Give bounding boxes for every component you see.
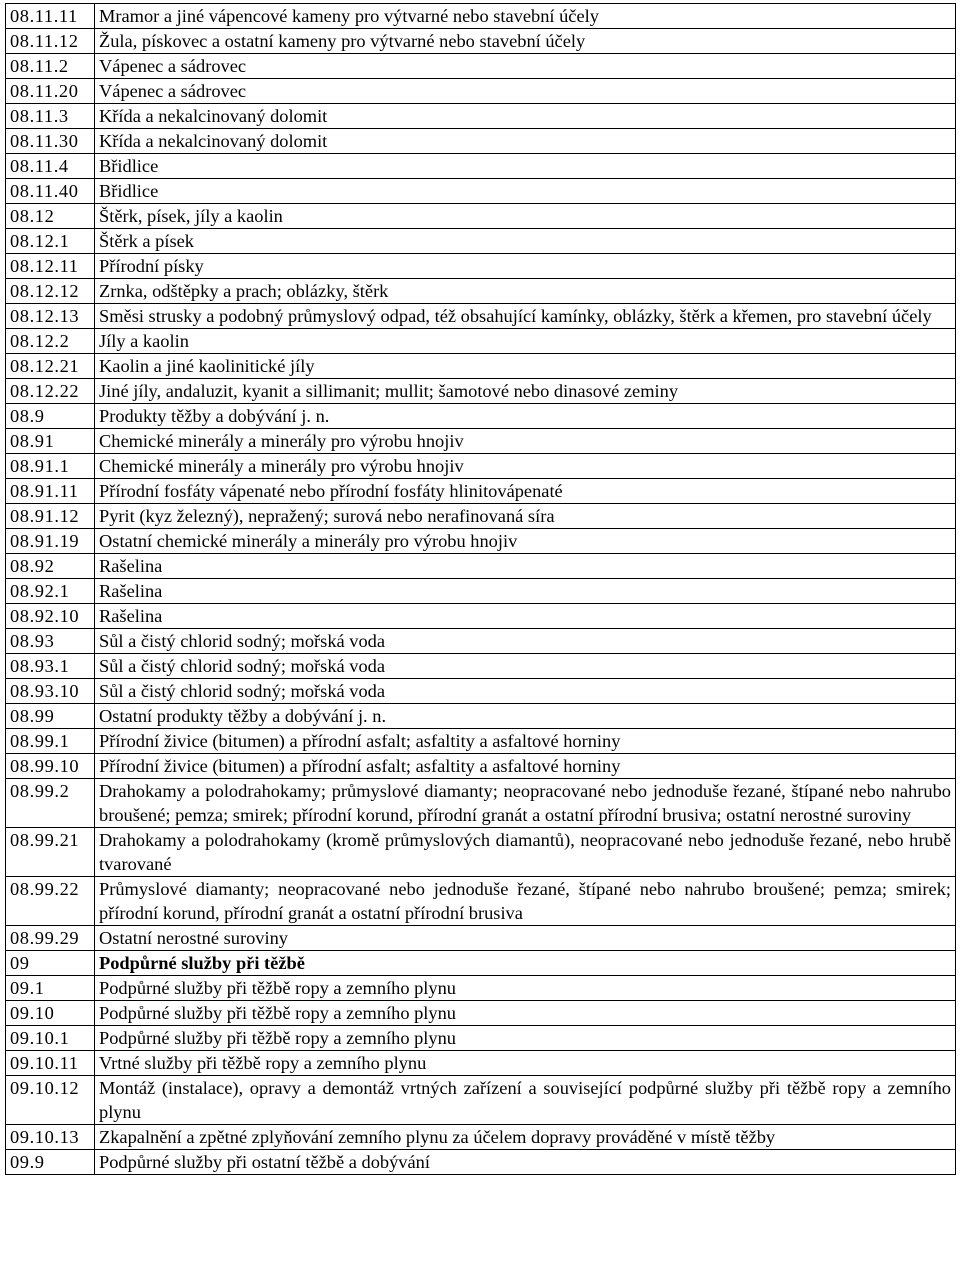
code-cell: 08.99: [6, 704, 95, 729]
code-cell: 09.10.12: [6, 1076, 95, 1125]
table-row: [6, 729, 956, 754]
table-row: [6, 79, 956, 104]
description-cell: Vápenec a sádrovec: [95, 54, 956, 79]
table-row: [6, 204, 956, 229]
table-row: [6, 951, 956, 976]
code-cell: 09.9: [6, 1150, 95, 1175]
code-cell: 09.10.13: [6, 1125, 95, 1150]
classification-table: [5, 3, 956, 1175]
code-cell: 08.99.29: [6, 926, 95, 951]
description-cell: Zrnka, odštěpky a prach; oblázky, štěrk: [95, 279, 956, 304]
code-cell: 08.12.1: [6, 229, 95, 254]
description-cell: Přírodní písky: [95, 254, 956, 279]
code-cell: 08.99.22: [6, 877, 95, 926]
code-cell: 08.93: [6, 629, 95, 654]
table-row: [6, 779, 956, 828]
description-cell: Chemické minerály a minerály pro výrobu hnojiv: [95, 429, 956, 454]
description-cell: Přírodní živice (bitumen) a přírodní asfalt; asfaltity a asfaltové horniny: [95, 754, 956, 779]
code-cell: 08.12: [6, 204, 95, 229]
code-cell: 08.91.19: [6, 529, 95, 554]
code-cell: 08.11.40: [6, 179, 95, 204]
code-cell: 08.11.3: [6, 104, 95, 129]
description-cell: Průmyslové diamanty; neopracované nebo jednoduše řezané, štípané nebo nahrubo broušené; pemza; smirek; přírodní korund, přírodní granát a ostatní přírodní brusiva: [95, 877, 956, 926]
table-row: [6, 654, 956, 679]
description-cell: Štěrk a písek: [95, 229, 956, 254]
table-row: [6, 54, 956, 79]
code-cell: 08.9: [6, 404, 95, 429]
code-cell: 09.10: [6, 1001, 95, 1026]
description-cell: Jiné jíly, andaluzit, kyanit a sillimanit; mullit; šamotové nebo dinasové zeminy: [95, 379, 956, 404]
code-cell: 09: [6, 951, 95, 976]
description-cell: Sůl a čistý chlorid sodný; mořská voda: [95, 629, 956, 654]
description-cell: Ostatní nerostné suroviny: [95, 926, 956, 951]
description-cell: Břidlice: [95, 179, 956, 204]
table-row: [6, 754, 956, 779]
table-row: [6, 379, 956, 404]
table-row: [6, 329, 956, 354]
description-cell: Břidlice: [95, 154, 956, 179]
table-row: [6, 529, 956, 554]
table-row: [6, 1150, 956, 1175]
table-row: [6, 104, 956, 129]
table-row: [6, 704, 956, 729]
table-row: [6, 604, 956, 629]
description-cell: Jíly a kaolin: [95, 329, 956, 354]
table-row: [6, 976, 956, 1001]
table-row: [6, 1125, 956, 1150]
code-cell: 08.12.21: [6, 354, 95, 379]
table-row: [6, 1076, 956, 1125]
description-cell: Rašelina: [95, 579, 956, 604]
table-row: [6, 454, 956, 479]
table-row: [6, 877, 956, 926]
table-row: [6, 828, 956, 877]
code-cell: 08.11.11: [6, 4, 95, 29]
table-row: [6, 129, 956, 154]
description-cell: Přírodní fosfáty vápenaté nebo přírodní fosfáty hlinitovápenaté: [95, 479, 956, 504]
table-row: [6, 1001, 956, 1026]
description-cell: Podpůrné služby při těžbě ropy a zemního plynu: [95, 1001, 956, 1026]
code-cell: 08.92.1: [6, 579, 95, 604]
table-row: [6, 179, 956, 204]
code-cell: 08.91.12: [6, 504, 95, 529]
code-cell: 08.92.10: [6, 604, 95, 629]
code-cell: 08.12.2: [6, 329, 95, 354]
description-cell: Sůl a čistý chlorid sodný; mořská voda: [95, 679, 956, 704]
table-row: [6, 479, 956, 504]
table-row: [6, 404, 956, 429]
description-cell: Směsi strusky a podobný průmyslový odpad, též obsahující kamínky, oblázky, štěrk a křemen, pro stavební účely: [95, 304, 956, 329]
table-row: [6, 304, 956, 329]
table-row: [6, 1051, 956, 1076]
description-cell: Štěrk, písek, jíly a kaolin: [95, 204, 956, 229]
table-row: [6, 229, 956, 254]
code-cell: 08.12.22: [6, 379, 95, 404]
code-cell: 08.99.21: [6, 828, 95, 877]
code-cell: 08.11.2: [6, 54, 95, 79]
code-cell: 08.11.20: [6, 79, 95, 104]
code-cell: 08.99.2: [6, 779, 95, 828]
table-row: [6, 629, 956, 654]
table-row: [6, 504, 956, 529]
code-cell: 08.11.30: [6, 129, 95, 154]
description-cell: Drahokamy a polodrahokamy; průmyslové diamanty; neopracované nebo jednoduše řezané, štípané nebo nahrubo broušené; pemza; smirek; přírodní korund, přírodní granát a ostatní přírodní brusiva; ostatní nerostné suroviny: [95, 779, 956, 828]
description-cell: Ostatní produkty těžby a dobývání j. n.: [95, 704, 956, 729]
code-cell: 08.93.10: [6, 679, 95, 704]
code-cell: 08.11.4: [6, 154, 95, 179]
description-cell: Drahokamy a polodrahokamy (kromě průmyslových diamantů), neopracované nebo jednoduše řezané, nebo hrubě tvarované: [95, 828, 956, 877]
code-cell: 08.92: [6, 554, 95, 579]
code-cell: 08.11.12: [6, 29, 95, 54]
table-row: [6, 926, 956, 951]
code-cell: 08.99.1: [6, 729, 95, 754]
description-cell: Podpůrné služby při ostatní těžbě a dobývání: [95, 1150, 956, 1175]
code-cell: 08.12.11: [6, 254, 95, 279]
table-row: [6, 679, 956, 704]
description-cell: Přírodní živice (bitumen) a přírodní asfalt; asfaltity a asfaltové horniny: [95, 729, 956, 754]
code-cell: 08.93.1: [6, 654, 95, 679]
description-cell: Ostatní chemické minerály a minerály pro výrobu hnojiv: [95, 529, 956, 554]
description-cell: Montáž (instalace), opravy a demontáž vrtných zařízení a související podpůrné služby při těžbě ropy a zemního plynu: [95, 1076, 956, 1125]
code-cell: 08.99.10: [6, 754, 95, 779]
code-cell: 08.91.11: [6, 479, 95, 504]
table-row: [6, 354, 956, 379]
table-row: [6, 29, 956, 54]
description-cell: Mramor a jiné vápencové kameny pro výtvarné nebo stavební účely: [95, 4, 956, 29]
description-cell: Produkty těžby a dobývání j. n.: [95, 404, 956, 429]
description-cell: Křída a nekalcinovaný dolomit: [95, 104, 956, 129]
code-cell: 08.12.13: [6, 304, 95, 329]
description-cell: Chemické minerály a minerály pro výrobu hnojiv: [95, 454, 956, 479]
classification-table-body: [6, 4, 956, 1175]
description-cell: Podpůrné služby při těžbě ropy a zemního plynu: [95, 1026, 956, 1051]
description-cell: Kaolin a jiné kaolinitické jíly: [95, 354, 956, 379]
description-cell: Sůl a čistý chlorid sodný; mořská voda: [95, 654, 956, 679]
table-row: [6, 579, 956, 604]
description-cell: Podpůrné služby při těžbě ropy a zemního plynu: [95, 976, 956, 1001]
code-cell: 09.10.1: [6, 1026, 95, 1051]
description-cell: Pyrit (kyz železný), nepražený; surová nebo nerafinovaná síra: [95, 504, 956, 529]
description-cell: Rašelina: [95, 604, 956, 629]
code-cell: 09.10.11: [6, 1051, 95, 1076]
table-row: [6, 279, 956, 304]
table-row: [6, 1026, 956, 1051]
table-row: [6, 254, 956, 279]
description-cell: Křída a nekalcinovaný dolomit: [95, 129, 956, 154]
description-cell: Žula, pískovec a ostatní kameny pro výtvarné nebo stavební účely: [95, 29, 956, 54]
table-row: [6, 4, 956, 29]
code-cell: 08.91.1: [6, 454, 95, 479]
description-cell: Vrtné služby při těžbě ropy a zemního plynu: [95, 1051, 956, 1076]
description-cell: Rašelina: [95, 554, 956, 579]
description-cell: Zkapalnění a zpětné zplyňování zemního plynu za účelem dopravy prováděné v místě těžby: [95, 1125, 956, 1150]
code-cell: 09.1: [6, 976, 95, 1001]
table-row: [6, 429, 956, 454]
code-cell: 08.91: [6, 429, 95, 454]
code-cell: 08.12.12: [6, 279, 95, 304]
table-row: [6, 554, 956, 579]
table-row: [6, 154, 956, 179]
description-cell: Podpůrné služby při těžbě: [95, 951, 956, 976]
description-cell: Vápenec a sádrovec: [95, 79, 956, 104]
